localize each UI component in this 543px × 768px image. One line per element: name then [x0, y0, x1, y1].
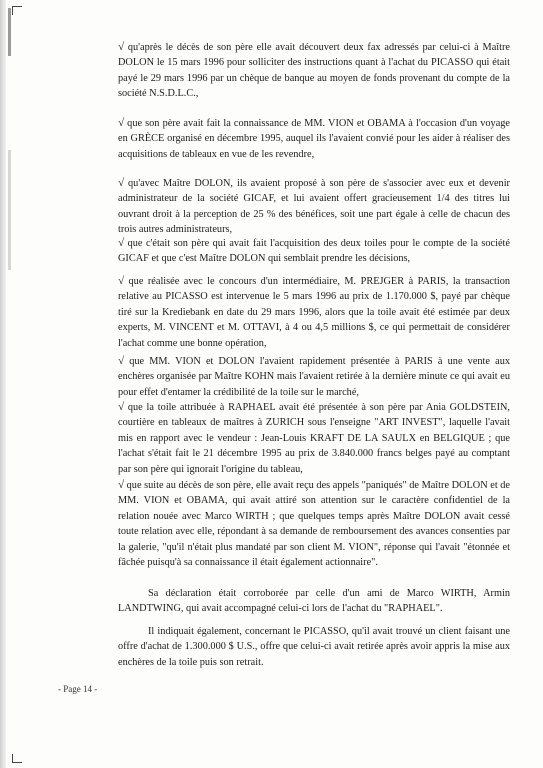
check-mark-icon: √: [118, 117, 125, 129]
bullet-text-1: qu'après le décès de son père elle avait découvert deux fax adressés par celui-ci à Maître DOLON le 15 mars 1996 pour solliciter des instructions quant à l'achat du PICASSO qui était payé le 29 mars 1996 par un chèque de banque au moyen de fonds provenant du compte de la société N.S.D.L.C.,: [118, 42, 510, 100]
check-mark-icon: √: [118, 355, 125, 367]
bullet-paragraph-3: [118, 176, 510, 238]
bullet-paragraph-4: [118, 236, 510, 267]
check-mark-icon: √: [118, 275, 125, 287]
bullet-text-3: qu'avec Maître DOLON, ils avaient proposé à son père de s'associer avec eux et devenir administrateur de la société GICAF, et lui avaient offert gracieusement 1/4 des titres lui ouvrant droit à la perception de 25 % des bénéfices, soit une part égale à celle de chacun des trois autres administrateurs,: [118, 178, 510, 236]
bullet-text-8: que suite au décès de son père, elle avait reçu des appels "paniqués" de Maître DOLON et de MM. VION et OBAMA, qui avait attiré son attention sur le caractère confidentiel de la relation nouée avec Marco WIRTH ; que quelques temps après Maître DOLON avait cessé toute relation avec elle, répondant à sa demande de remboursement des avances consenties par la galerie, "qu'il n'était plus mandaté par son client M. VION", réponse qui l'avait "étonnée et fâchée puisqu'à sa connaissance il était également actionnaire".: [118, 480, 510, 569]
bullet-text-4: que c'était son père qui avait fait l'acquisition des deux toiles pour le compte de la société GICAF et que c'est Maître DOLON qui semblait prendre les décisions,: [118, 238, 510, 265]
bullet-paragraph-6: [118, 354, 510, 400]
bullet-paragraph-2: [118, 116, 510, 162]
scan-mark-middle: [8, 150, 11, 270]
bullet-text-7: que la toile attribuée à RAPHAEL avait été présentée à son père par Ania GOLDSTEIN, courtière en tableaux de maîtres à ZURICH sous l'enseigne "ART INVEST", laquelle l'avait mis en rapport avec le vendeur : Jean-Louis KRAFT DE LA SAULX en BELGIQUE ; que l'achat s'était fait le 21 décembre 1995 au prix de 3.840.000 francs belges payé au comptant par son père qui ignorait l'origine du tableau,: [118, 402, 511, 475]
bullet-paragraph-1: [118, 40, 510, 102]
bullet-paragraph-8: [118, 478, 510, 570]
check-mark-icon: √: [118, 237, 125, 249]
corner-crop-mark-bottom: [12, 754, 22, 763]
check-mark-icon: √: [118, 177, 125, 189]
scan-edge-shadow: [0, 0, 6, 768]
bullet-paragraph-7: [118, 400, 510, 477]
bullet-text-6: que MM. VION et DOLON l'avaient rapidement présentée à PARIS à une vente aux enchères organisée par Maître KOHN mais l'avaient retirée à la dernière minute ce qui avait eu pour effet d'entamer la crédibilité de la toile sur le marché,: [118, 356, 510, 398]
corner-crop-mark-top: [12, 6, 22, 15]
bullet-paragraph-5: [118, 274, 510, 351]
scan-mark-top: [8, 8, 11, 56]
bullet-text-2: que son père avait fait la connaissance de MM. VION et OBAMA à l'occasion d'un voyage en GRÈCE organisé en décembre 1995, auquel ils l'avaient convié pour les aider à réaliser des acquisitions de tableaux en vue de les revendre,: [118, 118, 510, 160]
check-mark-icon: √: [118, 41, 125, 53]
check-mark-icon: √: [118, 479, 125, 491]
check-mark-icon: √: [118, 401, 125, 413]
body-paragraph-2: Il indiquait également, concernant le PICASSO, qu'il avait trouvé un client faisant une offre d'achat de 1.300.000 $ U.S., offre que celui-ci avait retirée après avoir appris la mise aux enchères de la toile puis son retrait.: [118, 626, 510, 668]
page-number-footer: - Page 14 -: [58, 684, 98, 694]
body-paragraph-1: Sa déclaration était corroborée par celle d'un ami de Marco WIRTH, Armin LANDTWING, qui avait accompagné celui-ci lors de l'achat du "RAPHAEL".: [118, 588, 510, 615]
bullet-text-5: que réalisée avec le concours d'un intermédiaire, M. PREJGER à PARIS, la transaction relative au PICASSO est intervenue le 5 mars 1996 au prix de 1.170.000 $, payé par chèque tiré sur la Krediebank en date du 29 mars 1996, alors que la toile avait été estimée par deux experts, M. VINCENT et M. OTTAVI, à 4 ou 4,5 millions $, ce qui permettait de considérer l'achat comme une bonne opération,: [118, 276, 510, 349]
